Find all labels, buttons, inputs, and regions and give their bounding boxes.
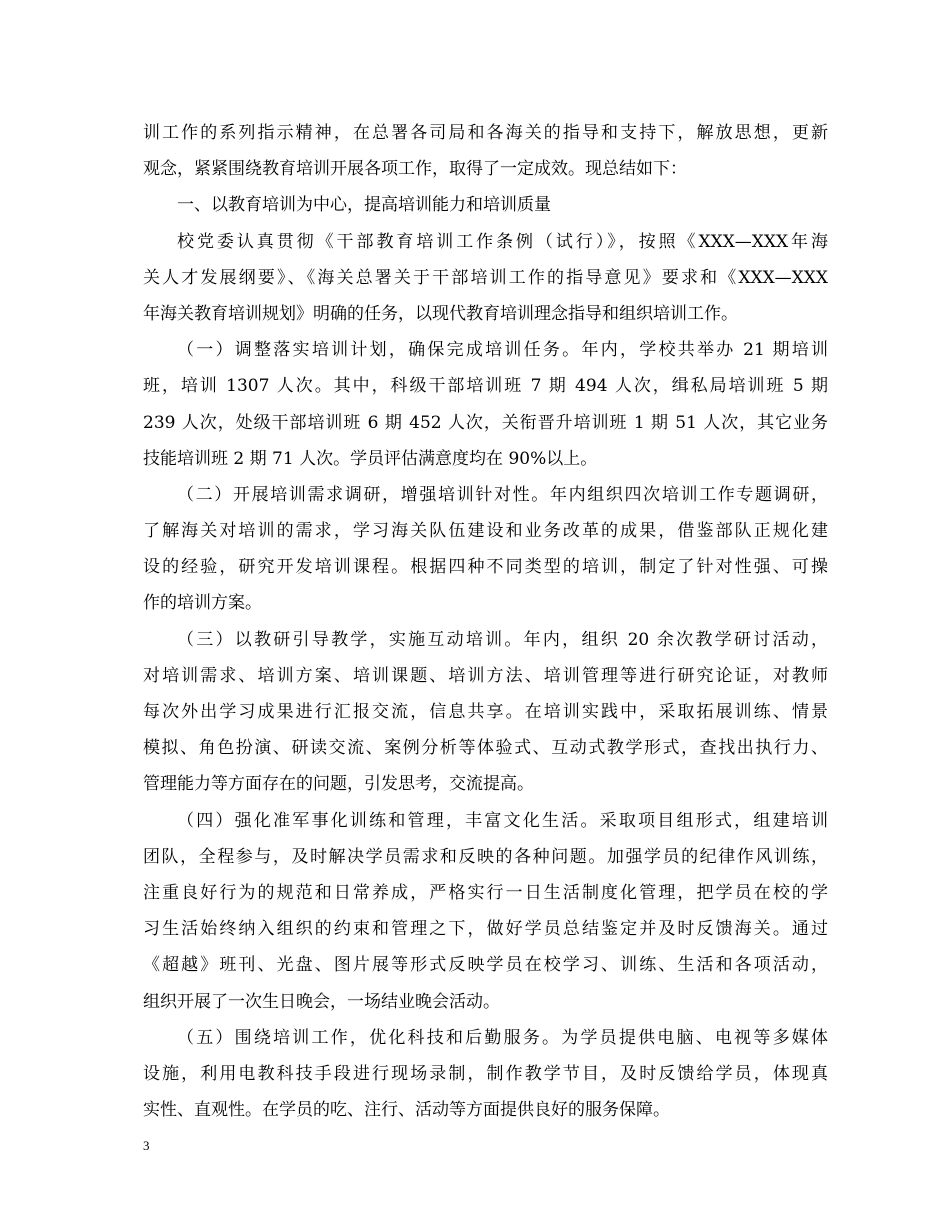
text-line: 239 人次，处级干部培训班 6 期 452 人次，关衔晋升培训班 1 期 51 人次，其它业务	[143, 412, 828, 433]
text-line: 作的培训方案。	[143, 593, 262, 614]
text-line: 对培训需求、培训方案、培训课题、培训方法、培训管理等进行研究论证，对教师	[143, 665, 828, 686]
text-line: 模拟、角色扮演、研读交流、案例分析等体验式、互动式教学形式，查找出执行力、	[143, 738, 828, 759]
text-line: 设施，利用电教科技手段进行现场录制，制作教学节目，及时反馈给学员，体现真	[143, 1063, 828, 1084]
text-line: 习生活始终纳入组织的约束和管理之下，做好学员总结鉴定并及时反馈海关。通过	[143, 919, 828, 940]
paragraph	[143, 332, 828, 477]
text-line: （五）围绕培训工作，优化科技和后勤服务。为学员提供电脑、电视等多媒体	[177, 1027, 828, 1048]
text-line: 班，培训 1307 人次。其中，科级干部培训班 7 期 494 人次，缉私局培训班 5 期	[143, 376, 828, 397]
text-line: （四）强化准军事化训练和管理，丰富文化生活。采取项目组形式，组建培训	[177, 810, 828, 831]
paragraph	[143, 224, 828, 333]
text-line: 了解海关对培训的需求，学习海关队伍建设和业务改革的成果，借鉴部队正规化建	[143, 521, 828, 542]
text-line: 《超越》班刊、光盘、图片展等形式反映学员在校学习、训练、生活和各项活动，	[143, 955, 828, 976]
text-line: 组织开展了一次生日晚会，一场结业晚会活动。	[143, 991, 500, 1012]
paragraph	[143, 622, 828, 803]
text-line: 设的经验，研究开发培训课程。根据四种不同类型的培训，制定了针对性强、可操	[143, 557, 828, 578]
paragraph	[143, 115, 828, 187]
document-body	[143, 115, 828, 1128]
text-line: 校党委认真贯彻《干部教育培训工作条例（试行）》，按照《XXX—XXX年海	[177, 231, 828, 252]
text-line: 技能培训班 2 期 71 人次。学员评估满意度均在 90%以上。	[143, 448, 598, 469]
text-line: 管理能力等方面存在的问题，引发思考，交流提高。	[143, 774, 534, 795]
paragraph	[143, 477, 828, 622]
paragraph	[143, 803, 828, 1020]
text-line: （三）以教研引导教学，实施互动培训。年内，组织 20 余次教学研讨活动，	[177, 629, 828, 650]
text-line: 每次外出学习成果进行汇报交流，信息共享。在培训实践中，采取拓展训练、情景	[143, 702, 828, 722]
text-line: 注重良好行为的规范和日常养成，严格实行一日生活制度化管理，把学员在校的学	[143, 882, 828, 903]
text-line: （二）开展培训需求调研，增强培训针对性。年内组织四次培训工作专题调研，	[177, 484, 828, 505]
page-number: 3	[143, 1138, 150, 1153]
paragraph	[143, 187, 828, 223]
text-line: 团队，全程参与，及时解决学员需求和反映的各种问题。加强学员的纪律作风训练，	[143, 846, 828, 867]
text-line: 年海关教育培训规划》明确的任务，以现代教育培训理念指导和组织培训工作。	[143, 303, 738, 324]
text-line: 训工作的系列指示精神，在总署各司局和各海关的指导和支持下，解放思想，更新	[143, 123, 828, 143]
text-line: 实性、直观性。在学员的吃、注行、活动等方面提供良好的服务保障。	[143, 1100, 670, 1121]
text-line: （一）调整落实培训计划，确保完成培训任务。年内，学校共举办 21 期培训	[177, 340, 828, 361]
text-line: 一、以教育培训为中心，提高培训能力和培训质量	[177, 195, 551, 216]
paragraph	[143, 1020, 828, 1129]
text-line: 观念，紧紧围绕教育培训开展各项工作，取得了一定成效。现总结如下：	[143, 159, 687, 180]
text-line: 关人才发展纲要》、《海关总署关于干部培训工作的指导意见》要求和《XXX—XXX	[143, 267, 828, 288]
